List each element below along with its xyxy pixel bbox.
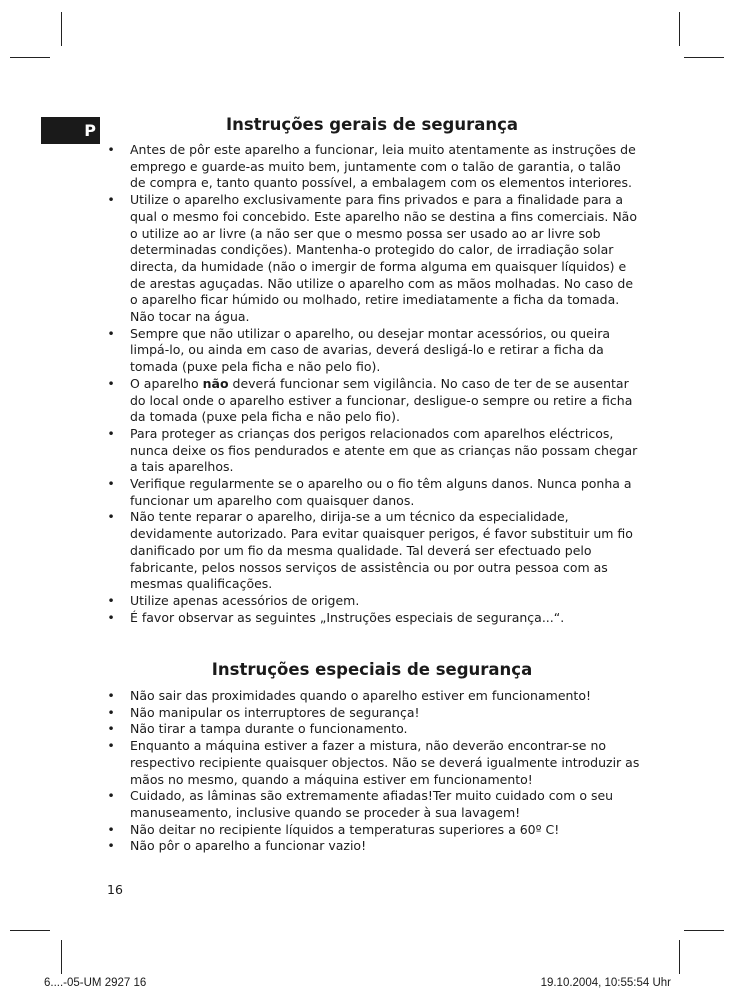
crop-mark-top-left-horizontal [10, 57, 50, 58]
bullet: • [107, 688, 115, 703]
list-item: • Não tente reparar o aparelho, dirija-se a um técnico da especialidade, devidamente autorizado. Para evitar quaisquer perigos, é favor substituir um fio danificado por um fio da mesma qualidade. Tal deverá ser efectuado pelo fabricante, pelos nossos serviços de assistência ou por outra pessoa com as mesmas qualificações. [104, 509, 640, 593]
bullet: • [107, 509, 115, 525]
bullet: • [107, 142, 115, 157]
list-item: • Verifique regularmente se o aparelho ou o fio têm alguns danos. Nunca ponha a funcionar um aparelho com quaisquer danos. [104, 476, 640, 509]
bullet: • [107, 788, 115, 804]
list-item: • Sempre que não utilizar o aparelho, ou desejar montar acessórios, ou queira limpá-lo, ou ainda em caso de avarias, deverá desligá-lo e retirar a ficha da tomada (puxe pela ficha e não pelo fio). [104, 326, 640, 376]
bullet: • [107, 425, 115, 441]
bullet: • [107, 821, 115, 837]
bullet: • [107, 375, 115, 391]
list-item: • Utilize o aparelho exclusivamente para fins privados e para a finalidade para a qual o mesmo foi concebido. Este aparelho não se destina a fins comerciais. Não o utilize ao ar livre (a não ser que o mesmo possa ser usado ao ar livre sob determinadas condições). Mantenha-o protegido do calor, de irradiação solar directa, da humidade (não o imergir de forma alguma em quaisquer líquidos) e de arestas aguçadas. Não utilize o aparelho com as mãos molhadas. No caso de o aparelho ficar húmido ou molhado, retire imediatamente a ficha da tomada. Não tocar na água. [104, 192, 640, 326]
list-item: • Cuidado, as lâminas são extremamente afiadas!Ter muito cuidado com o seu manuseamento, inclusive quando se proceder à sua lavagem! [104, 788, 640, 821]
bullet: • [107, 592, 115, 608]
crop-mark-top-left-vertical [61, 12, 62, 46]
list-item: • Utilize apenas acessórios de origem. [104, 593, 640, 610]
bullet: • [107, 325, 115, 341]
page-number: 16 [107, 882, 123, 897]
crop-mark-bottom-right-vertical [679, 940, 680, 974]
list-item: • Não tirar a tampa durante o funcionamento. [104, 721, 640, 738]
footer-job-id: 6....-05-UM 2927 16 [44, 977, 147, 989]
bullet: • [107, 838, 115, 854]
footer-timestamp: 19.10.2004, 10:55:54 Uhr [540, 977, 671, 989]
list-item: • É favor observar as seguintes „Instruções especiais de segurança...“. [104, 610, 640, 627]
list-item: • Para proteger as crianças dos perigos relacionados com aparelhos eléctricos, nunca deixe os fios pendurados e atente em que as crianças não possam chegar a tais aparelhos. [104, 426, 640, 476]
list-item: • O aparelho não deverá funcionar sem vigilância. No caso de ter de se ausentar do local onde o aparelho estiver a funcionar, desligue-o sempre ou retire a ficha da tomada (puxe pela ficha e não pelo fio). [104, 376, 640, 426]
general-safety-heading: Instruções gerais de segurança [225, 115, 519, 134]
list-item: • Não manipular os interruptores de segurança! [104, 705, 640, 722]
crop-mark-bottom-left-vertical [61, 940, 62, 974]
bullet: • [107, 721, 115, 737]
list-item: • Antes de pôr este aparelho a funcionar, leia muito atentamente as instruções de emprego e guarde-as muito bem, juntamente com o talão de garantia, o talão de compra e, tanto quanto possível, a embalagem com os elementos interiores. [104, 142, 640, 192]
list-item: • Não pôr o aparelho a funcionar vazio! [104, 838, 640, 855]
crop-mark-bottom-right-horizontal [684, 930, 724, 931]
language-tab: P [41, 117, 100, 144]
bullet: • [107, 738, 115, 754]
emphasis: não [202, 375, 229, 391]
bullet: • [107, 192, 115, 208]
special-safety-list [104, 688, 640, 855]
list-item: • Não sair das proximidades quando o aparelho estiver em funcionamento! [104, 688, 640, 705]
bullet: • [107, 609, 115, 625]
crop-mark-top-right-vertical [679, 12, 680, 46]
list-item: • Não deitar no recipiente líquidos a temperaturas superiores a 60º C! [104, 822, 640, 839]
bullet: • [107, 704, 115, 720]
bullet: • [107, 476, 115, 492]
list-item: • Enquanto a máquina estiver a fazer a mistura, não deverão encontrar-se no respectivo recipiente quaisquer objectos. Não se deverá igualmente introduzir as mãos no mesmo, quando a máquina estiver em funcionamento! [104, 738, 640, 788]
general-safety-list [104, 142, 640, 626]
special-safety-heading: Instruções especiais de segurança [211, 660, 533, 679]
crop-mark-bottom-left-horizontal [10, 930, 50, 931]
crop-mark-top-right-horizontal [684, 57, 724, 58]
